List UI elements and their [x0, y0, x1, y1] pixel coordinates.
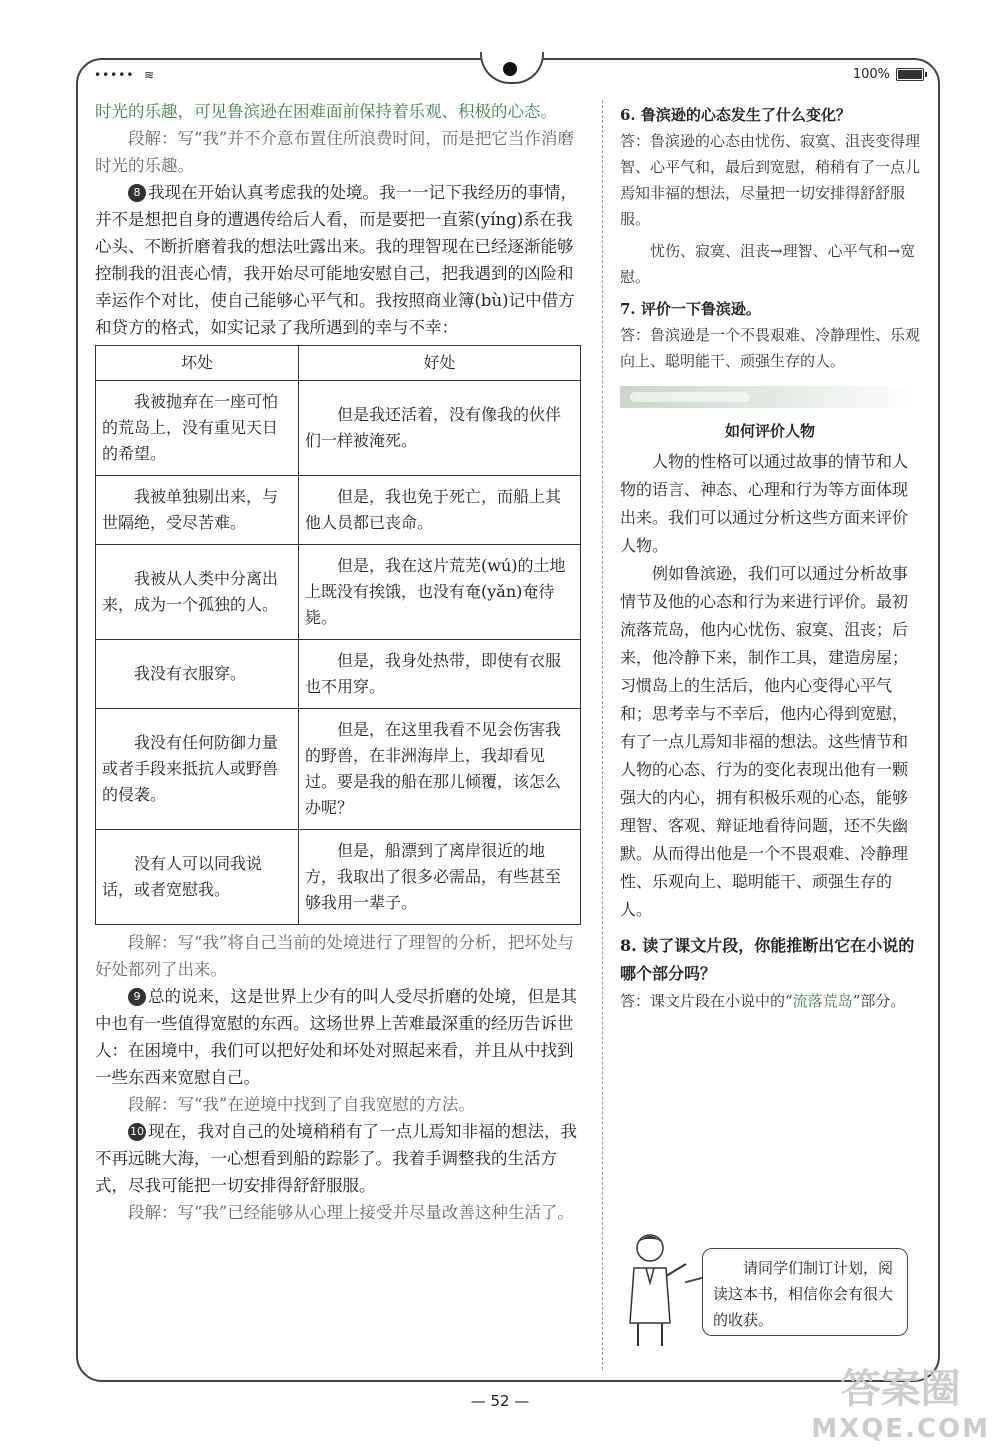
page-number: — 52 —: [470, 1392, 530, 1410]
right-column: [620, 98, 920, 1014]
answer-8-suffix: ”部分。: [852, 992, 906, 1010]
table-cell: 没有人可以同我说话，或者宽慰我。: [102, 854, 263, 899]
table-row: [96, 830, 581, 925]
table-cell: 但是我还活着，没有像我的伙伴们一样被淹死。: [305, 405, 562, 450]
answer-6: 答：鲁滨逊的心态由忧伤、寂寞、沮丧变得理智、心平气和，最后到宽慰，稍稍有了一点儿焉知非福的想法，尽量把一切安排得舒舒服服。: [620, 132, 921, 228]
intro-text: 时光的乐趣，可见鲁滨逊在困难面前保持着乐观、积极的心态。: [95, 102, 557, 121]
paragraph-8: [95, 179, 581, 341]
table-cell: 我没有任何防御力量或者手段来抵抗人或野兽的侵袭。: [102, 733, 279, 804]
paragraph-note-2: 段解：写“我”将自己当前的处境进行了理智的分析，把坏处与好处都列了出来。: [95, 933, 574, 979]
question-6: 6. 鲁滨逊的心态发生了什么变化？: [620, 106, 851, 124]
table-cell: 我被单独剔出来，与世隔绝，受尽苦难。: [102, 487, 279, 532]
box-paragraph-1: 人物的性格可以通过故事的情节和人物的语言、神态、心理和行为等方面体现出来。我们可以通过分析这些方面来评价人物。: [620, 452, 909, 555]
table-cell: 但是，我身处热带，即使有衣服也不用穿。: [305, 651, 562, 696]
paragraph-note-1: 段解：写“我”并不介意布置住所浪费时间，而是把它当作消磨时光的乐趣。: [95, 129, 574, 175]
section-banner: [620, 386, 920, 408]
table-cell: 但是，船漂到了离岸很近的地方，我取出了很多必需品，有些甚至够我用一辈子。: [305, 841, 562, 912]
paragraph-note-4: 段解：写“我”已经能够从心理上接受并尽量改善这种生活了。: [128, 1203, 574, 1222]
answer-6-summary: 忧伤、寂寞、沮丧→理智、心平气和→宽慰。: [620, 242, 916, 286]
battery-percent: 100%: [852, 67, 890, 82]
table-cell: 我被抛弃在一座可怕的荒岛上，没有重见天日的希望。: [102, 392, 279, 463]
paragraph-number-8: 8: [128, 184, 146, 202]
paragraph-9: [95, 983, 581, 1091]
question-8: 8. 读了课文片段，你能推断出它在小说的哪个部分吗？: [620, 936, 915, 983]
watermark-logo: 答案圈 MXQE.COM: [811, 1366, 990, 1444]
signal-icon: •••••: [94, 68, 135, 82]
paragraph-number-10: 10: [128, 1123, 146, 1141]
table-header-bad: 坏处: [96, 346, 299, 381]
table-header-good: 好处: [299, 346, 581, 381]
answer-8-prefix: 答：课文片段在小说中的“: [620, 992, 793, 1010]
box-paragraph-2: 例如鲁滨逊，我们可以通过分析故事情节及他的心态和行为来进行评价。最初流落荒岛，他内心忧伤、寂寞、沮丧；后来，他冷静下来，制作工具，建造房屋；习惯岛上的生活后，他内心变得心平气和；思考幸与不幸后，他内心得到宽慰，有了一点儿焉知非福的想法。这些情节和人物的心态、行为的变化表现出他有一颗强大的内心，拥有积极乐观的心态，能够理智、客观、辩证地看待问题，还不失幽默。从而得出他是一个不畏艰难、冷静理性、乐观向上、聪明能干、顽强生存的人。: [620, 564, 909, 919]
table-cell: 我没有衣服穿。: [134, 664, 247, 683]
box-title: 如何评价人物: [724, 422, 815, 440]
paragraph-9-text: 总的说来，这是世界上少有的叫人受尽折磨的处境，但是其中也有一些值得宽慰的东西。这场世界上苦难最深重的经历告诉世人：在困境中，我们可以把好处和坏处对照起来看，并且从中找到一些东西来宽慰自己。: [95, 987, 577, 1087]
paragraph-10-text: 现在，我对自己的处境稍稍有了一点儿焉知非福的想法，我不再远眺大海，一心想看到船的踪影了。我着手调整我的生活方式，尽我可能把一切安排得舒舒服服。: [95, 1122, 577, 1195]
table-cell: 但是，我在这片荒芜(wú)的土地上既没有挨饿，也没有奄(yǎn)奄待毙。: [305, 556, 566, 627]
table-row: [96, 640, 581, 709]
table-cell: 但是，我也免于死亡，而船上其他人员都已丧命。: [305, 487, 562, 532]
table-row: [96, 381, 581, 476]
column-divider: [602, 100, 603, 1370]
fortune-table: [95, 345, 581, 925]
paragraph-8-text: 我现在开始认真考虑我的处境。我一一记下我经历的事情，并不是想把自身的遭遇传给后人看，而是要把一直萦(yíng)系在我心头、不断折磨着我的想法吐露出来。我的理智现在已经逐渐能够控制我的沮丧心情，我开始尽可能地安慰自己，把我遇到的凶险和幸运作个对比，使自己能够心平气和。我按照商业簿(bù)记中借方和贷方的格式，如实记录了我所遇到的幸与不幸：: [95, 183, 577, 337]
teacher-icon: [620, 1228, 690, 1348]
table-row: [96, 545, 581, 640]
question-7: 7. 评价一下鲁滨逊。: [620, 300, 761, 318]
table-cell: 但是，在这里我看不见会伤害我的野兽，在非洲海岸上，我却看见过。要是我的船在那儿倾覆，该怎么办呢？: [305, 720, 562, 817]
status-bar: [90, 64, 926, 86]
paragraph-note-3: 段解：写“我”在逆境中找到了自我宽慰的方法。: [128, 1095, 475, 1114]
table-cell: 我被从人类中分离出来，成为一个孤独的人。: [102, 569, 279, 614]
answer-8-highlight: 流落荒岛: [792, 992, 853, 1010]
teacher-tip: [620, 1228, 920, 1348]
table-row: [96, 709, 581, 830]
answer-8: [620, 988, 920, 1014]
answer-7: 答：鲁滨逊是一个不畏艰难、冷静理性、乐观向上、聪明能干、顽强生存的人。: [620, 326, 921, 370]
paragraph-number-9: 9: [128, 988, 146, 1006]
paragraph-10: [95, 1118, 581, 1199]
speech-bubble: 请同学们制订计划，阅读这本书，相信你会有很大的收获。: [702, 1248, 908, 1336]
table-header-row: [96, 346, 581, 381]
battery-icon: [896, 68, 924, 81]
wifi-icon: ≋: [144, 68, 156, 82]
left-column: [95, 98, 581, 1226]
table-row: [96, 476, 581, 545]
